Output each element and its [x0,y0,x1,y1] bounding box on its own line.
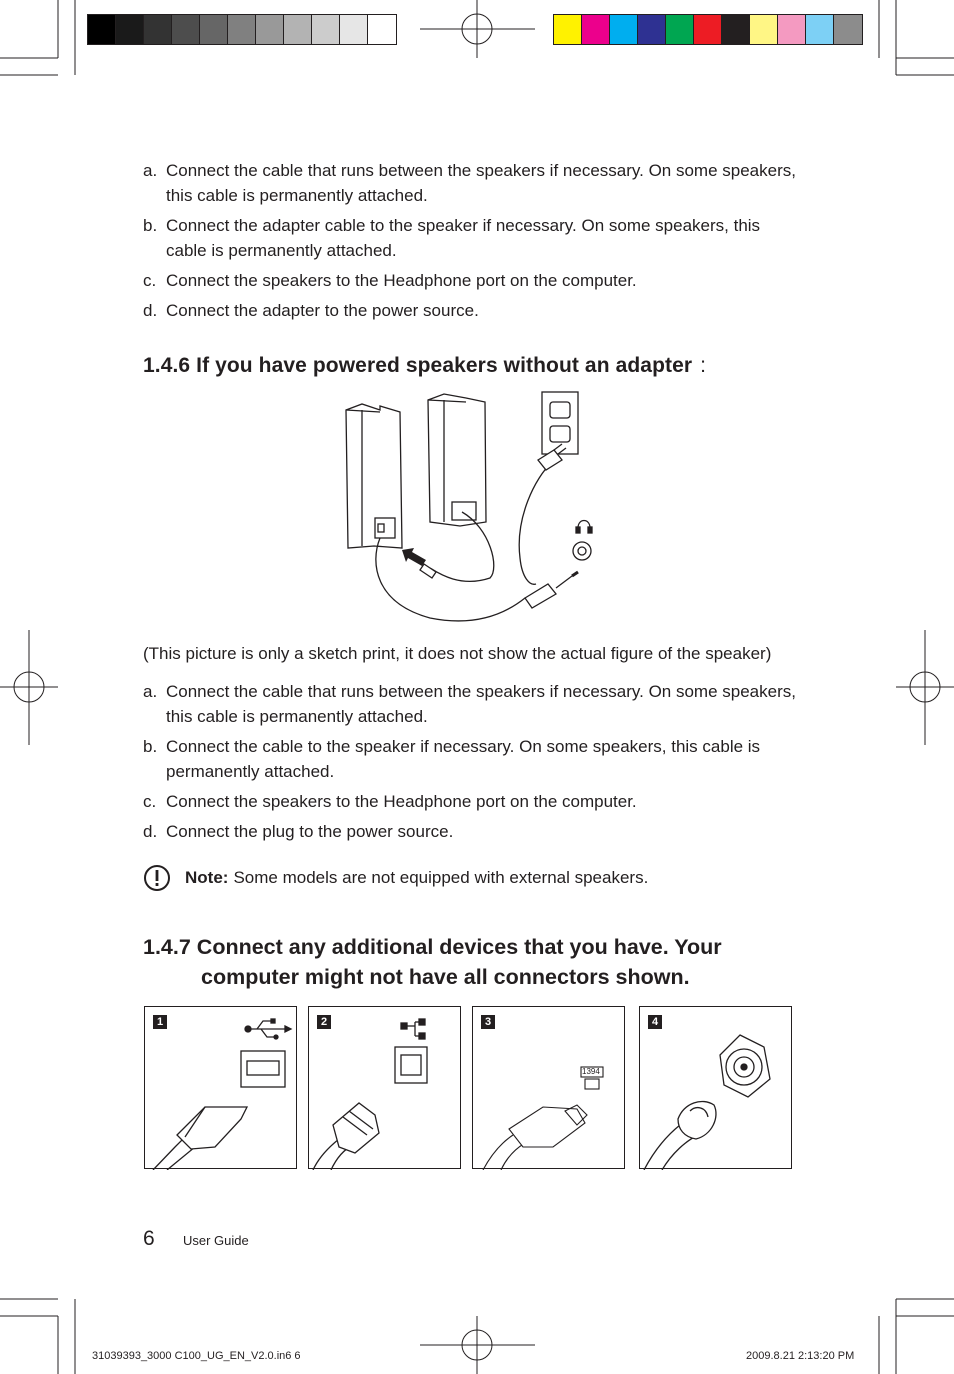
color-swatch [610,15,638,44]
ethernet-icon [309,1007,462,1170]
list-item [143,268,803,293]
list-text: Connect the plug to the power source. [166,822,454,841]
connector-panel-usb [144,1006,297,1169]
list-item [143,679,803,729]
color-swatch [722,15,750,44]
color-swatch [172,15,200,44]
color-swatch [582,15,610,44]
color-bar [553,14,863,45]
connector-panel-coaxial [639,1006,792,1169]
color-swatch [144,15,172,44]
firewire-port-label: 1394 [582,1067,600,1076]
color-swatch [834,15,862,44]
usb-icon [145,1007,298,1170]
list-item [143,213,803,263]
grayscale-bar [87,14,397,45]
page-number: 6 [143,1227,155,1250]
list-text: Connect the speakers to the Headphone port on the computer. [166,271,637,290]
attention-icon [143,864,171,892]
panel-number: 1 [153,1015,167,1029]
list-text: Connect the speakers to the Headphone port on the computer. [166,792,637,811]
color-swatch [554,15,582,44]
list-text: Connect the cable that runs between the speakers if necessary. On some speakers, this cable is permanently attached. [166,161,796,205]
color-swatch [806,15,834,44]
note-text: Some models are not equipped with external speakers. [233,868,649,887]
list-item [143,158,803,208]
panel-number: 4 [648,1015,662,1029]
speaker-illustration [340,388,610,623]
color-swatch [256,15,284,44]
list-letter: c. [143,271,157,290]
color-swatch [312,15,340,44]
list-letter: b. [143,737,158,756]
color-swatch [368,15,396,44]
panel-number: 2 [317,1015,331,1029]
heading-line-1: 1.4.7 Connect any additional devices that you have. Your [143,935,722,959]
list-letter: a. [143,161,158,180]
list-item [143,789,803,814]
list-letter: b. [143,216,158,235]
color-swatch [750,15,778,44]
section-heading-147 [143,932,843,992]
color-swatch [200,15,228,44]
coaxial-icon [640,1007,793,1170]
connector-panel-ethernet [308,1006,461,1169]
list-item [143,298,803,323]
heading-line-2: computer might not have all connectors shown. [201,965,690,989]
note-label: Note: [185,868,229,887]
list-item [143,734,803,784]
list-text: Connect the adapter cable to the speaker if necessary. On some speakers, this cable is permanently attached. [166,216,761,260]
list-text: Connect the adapter to the power source. [166,301,479,320]
list-letter: d. [143,822,158,841]
list-letter: d. [143,301,158,320]
list-letter: a. [143,682,158,701]
figure-caption: (This picture is only a sketch print, it does not show the actual figure of the speaker) [143,644,772,663]
color-swatch [778,15,806,44]
color-swatch [694,15,722,44]
color-swatch [88,15,116,44]
print-slug-right: 2009.8.21 2:13:20 PM [746,1350,855,1362]
list-item [143,819,803,844]
print-slug-left: 31039393_3000 C100_UG_EN_V2.0.in6 6 [92,1350,301,1362]
color-swatch [638,15,666,44]
page-footer-label: User Guide [183,1233,249,1248]
note-box [143,864,648,892]
color-swatch [228,15,256,44]
color-swatch [340,15,368,44]
firewire-icon [473,1007,626,1170]
connector-panel-firewire [472,1006,625,1169]
panel-number: 3 [481,1015,495,1029]
list-letter: c. [143,792,157,811]
list-text: Connect the cable to the speaker if necessary. On some speakers, this cable is permanently attached. [166,737,761,781]
color-swatch [284,15,312,44]
color-swatch [116,15,144,44]
list-text: Connect the cable that runs between the speakers if necessary. On some speakers, this cable is permanently attached. [166,682,796,726]
section-heading-146: 1.4.6 If you have powered speakers without an adapter : [143,354,707,377]
color-swatch [666,15,694,44]
